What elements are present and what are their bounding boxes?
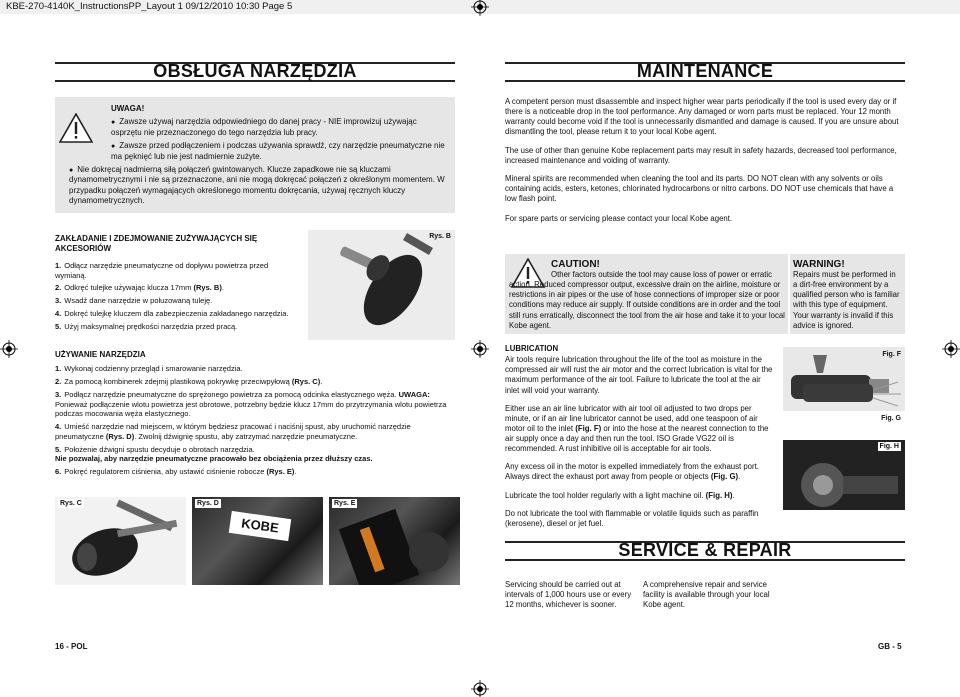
list-item: 2. Za pomocą kombinerek zdejmij plastikową pokrywkę przeciwpyłową (Rys. C).	[55, 377, 323, 387]
figure-label: Rys. C	[60, 500, 82, 507]
service-facility-text: A comprehensive repair and service facility is available through your local Kobe agent.	[643, 580, 770, 610]
list-item: 5. Położenie dźwigni spustu decyduje o obrotach narzędzia. Nie pozwalaj, aby narzędzie pneumatyczne pracowało bez obciążenia przez dłuższy czas.	[55, 444, 373, 464]
figure-label: Fig. G	[881, 415, 901, 422]
divider	[788, 254, 790, 334]
lubrication-section	[505, 344, 777, 532]
paragraph: For spare parts or servicing please contact your local Kobe agent.	[505, 214, 733, 224]
warning-line: ● Zawsze używaj narzędzia odpowiedniego do danej pracy - NIE improwizuj używając osprzętu nie przeznaczonego do tego narzędzia lub pracy.	[111, 117, 446, 138]
figure-label: Rys. D	[197, 500, 219, 507]
paragraph: A competent person must disassemble and inspect higher wear parts periodically if the tool is used every day or if there is a noticeable drop in the tool performance. Any damaged or worn parts must be replaced. Your 12 month warranty could become void if the tool is unnecessarily dismantled and damage is caused. If you are unsure about dismantling the tool, please return it to your local Kobe agent.	[505, 97, 899, 137]
list-item: 6. Pokręć regulatorem ciśnienia, aby ustawić ciśnienie robocze (Rys. E).	[55, 467, 297, 477]
maintenance-text	[505, 97, 905, 227]
list-item: 3. Podłącz narzędzie pneumatyczne do sprężonego powietrza za pomocą odcinka elastycznego węża. UWAGA: Ponieważ podłączenie wlotu powietrza jest obrotowe, potrzebny będzie klucz 17mm do przytrzymania wlotu powietrza podczas mocowania węża elastycznego.	[55, 389, 447, 419]
section-title-bar: SERVICE & REPAIR	[505, 541, 905, 561]
torque-note: ● Nie dokręcaj nadmierną siłą połączeń gwintowanych. Klucze zapadkowe nie są kluczami dynamometrycznymi i nie są przeznaczone, ani nie mogą dokręcać połączeń z określonym momentem. W przypadku połączeń wymagających określonego momentu dokręcania, używaj ręcznych kluczy dynamometrycznych.	[69, 165, 447, 207]
paragraph: Any excess oil in the motor is expelled immediately from the exhaust port. Always direct the exhaust port away from people or objects (Fig. G).	[505, 462, 759, 482]
registration-mark-icon	[471, 0, 489, 16]
accessories-section	[55, 234, 295, 334]
registration-mark-icon	[471, 340, 489, 358]
exhaust-illustration	[783, 380, 905, 416]
registration-mark-icon	[942, 340, 960, 358]
registration-mark-icon	[471, 680, 489, 697]
figure-rys-b	[308, 230, 455, 340]
paragraph: Mineral spirits are recommended when cleaning the tool and its parts. DO NOT clean with any solvents or oils containing acids, esters, ketones, chlorinated hydrocarbons or nitro carbons. DO NOT use chemicals that have a low flash point.	[505, 173, 894, 203]
warning-box	[55, 97, 455, 213]
page-title: OBSŁUGA NARZĘDZIA	[55, 62, 455, 82]
paragraph: Do not lubricate the tool with flammable or volatile liquids such as paraffin (kerosene), diesel or jet fuel.	[505, 508, 759, 528]
figure-label: Rys. B	[429, 233, 451, 240]
list-item: 1. Wykonaj codzienny przegląd i smarowanie narzędzia.	[55, 364, 243, 374]
list-item: 2. Odkręć tulejke używając klucza 17mm (Rys. B).	[55, 283, 224, 293]
file-info-header: KBE-270-4140K_InstructionsPP_Layout 1 09/12/2010 10:30 Page 5	[0, 0, 960, 14]
list-item: 5. Użyj maksymalnej prędkości narzędzia przed pracą.	[55, 321, 238, 331]
list-item: 1. Odłącz narzędzie pneumatyczne od dopływu powietrza przed wymianą.	[55, 260, 269, 280]
figure-rys-e	[329, 497, 460, 585]
warning-text: Repairs must be performed in a dirt-free environment by a qualified person who is familiar with this type of equipment. Your warranty is invalid if this advice is ignored.	[793, 270, 900, 330]
paragraph: Lubricate the tool holder regularly with a light machine oil. (Fig. H).	[505, 490, 735, 500]
warning-title: WARNING!	[793, 259, 845, 270]
figure-label: Fig. F	[882, 351, 901, 358]
paragraph: Either use an air line lubricator with air tool oil adjusted to two drops per minute, or if an air line lubricator cannot be used, add one teaspoon of air motor oil to the inlet (Fig. F) or into the hose at the nearest connection to the air supply once a day and then run the tool. ISO Grade VG22 oil is recommended. A rust inhibitive oil is acceptable for air tools.	[505, 403, 769, 454]
caution-title: CAUTION!	[551, 259, 600, 270]
section-title: LUBRICATION	[505, 344, 559, 353]
caution-text: Other factors outside the tool may cause loss of power or erratic action. Reduced compressor output, excessive drain on the airline, moisture or restrictions in air pipes or the use of hose connections of improper size or poor conditions may reduce air supply. If outside conditions are in order and the tool still runs erratically, disconnect the tool from the air hose and take it to your local Kobe agent.	[509, 270, 785, 330]
paragraph: The use of other than genuine Kobe replacement parts may result in safety hazards, decreased tool performance, increased maintenance and voiding of warranty.	[505, 145, 897, 165]
pliers-cap-illustration	[55, 497, 186, 585]
caution-warning-box	[505, 254, 905, 334]
section-title: ZAKŁADANIE I ZDEJMOWANIE ZUŻYWAJĄCYCH SIĘ AKCESORIÓW	[55, 234, 258, 254]
kobe-logo: KOBE	[229, 511, 291, 541]
list-item: 4. Umieść narzędzie nad miejscem, w którym będziesz pracować i naciśnij spust, aby uruchomić narzędzie pneumatyczne (Rys. D). Zwolnij dźwignię spustu, aby zatrzymać narzędzie pneumatyczne.	[55, 422, 411, 441]
figure-rys-d	[192, 497, 323, 585]
warning-label: UWAGA!	[111, 104, 145, 113]
usage-section	[55, 350, 460, 480]
page-number: GB - 5	[878, 642, 902, 651]
pressure-regulator-illustration	[329, 497, 460, 585]
warning-line: ● Zawsze przed podłączeniem i podczas używania sprawdź, czy narzędzie pneumatyczne nie ma pęknięć lub nie jest nadmiernie zużyte.	[111, 141, 446, 162]
figure-label: Fig. H	[879, 443, 899, 450]
tool-wrench-illustration	[308, 230, 455, 340]
page-title: MAINTENANCE	[505, 62, 905, 82]
figure-label: Rys. E	[334, 500, 356, 507]
page-number: 16 - POL	[55, 642, 88, 651]
service-interval-text: Servicing should be carried out at intervals of 1,000 hours use or every 12 months, whichever is sooner.	[505, 580, 632, 610]
section-title: UŻYWANIE NARZĘDZIA	[55, 350, 146, 359]
figure-rys-c	[55, 497, 186, 585]
registration-mark-icon	[0, 340, 18, 358]
paragraph: Air tools require lubrication throughout the life of the tool as moisture in the compressed air will rust the air motor and the correct lubrication is vital for the maximum performance of the air tool. Failure to lubricate the tool at the air inlet will void your warranty.	[505, 355, 773, 395]
warning-triangle-icon	[59, 113, 93, 146]
list-item: 4. Dokręć tulejkę kluczem dla zabezpieczenia zakładanego narzędzia.	[55, 308, 289, 318]
figure-fig-h	[783, 440, 905, 510]
list-item: 3. Wsadź dane narzędzie w poluzowaną tuleję.	[55, 296, 213, 306]
